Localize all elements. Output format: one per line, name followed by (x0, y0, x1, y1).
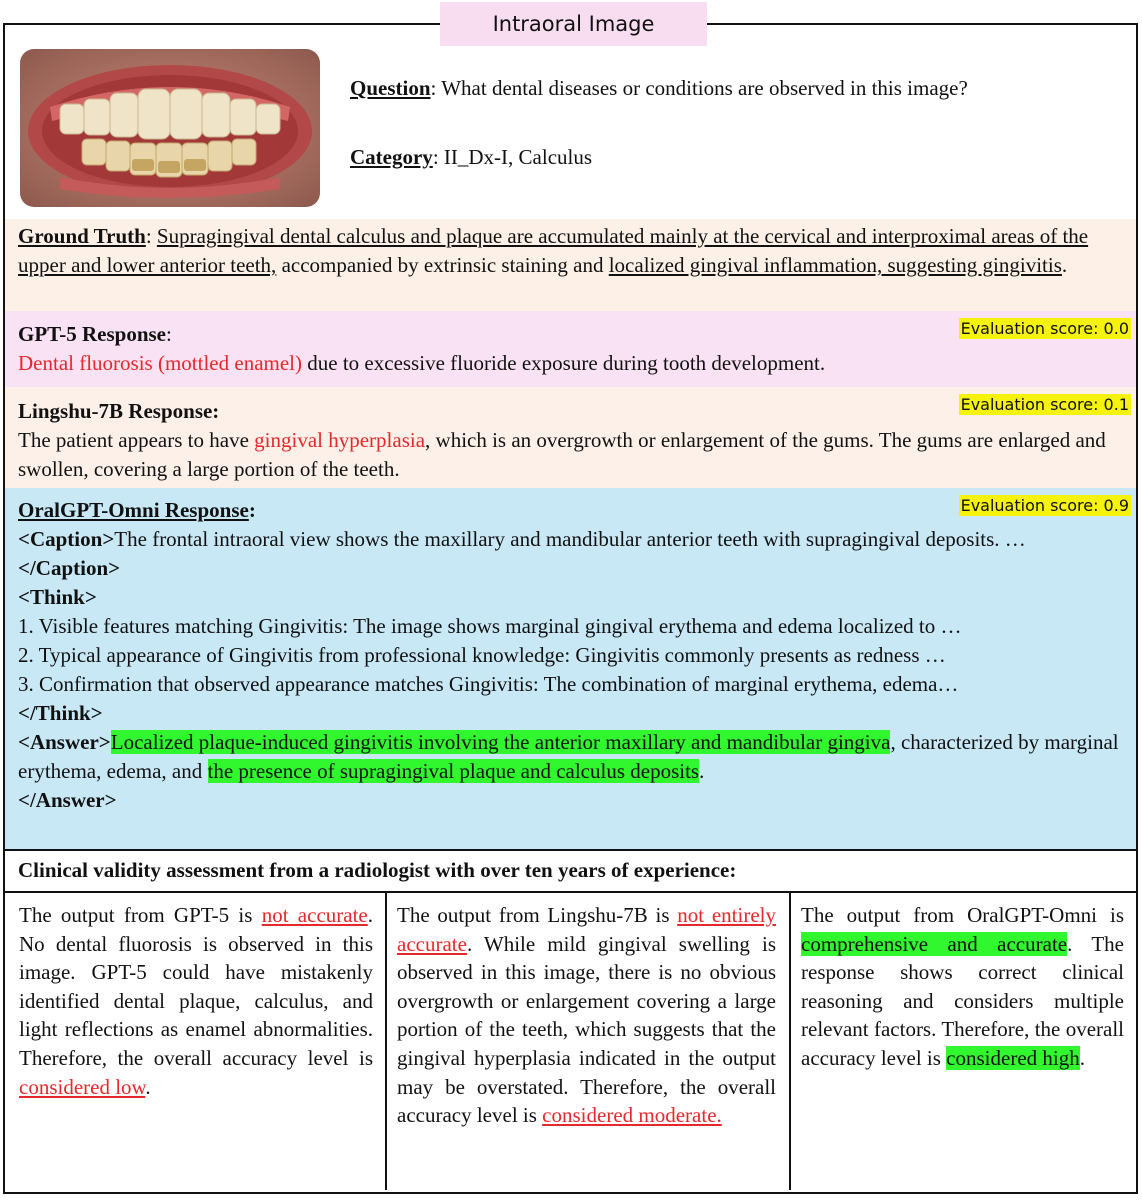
oralgpt-score-badge: Evaluation score: 0.9 (960, 496, 1129, 515)
oralgpt-label: OralGPT-Omni Response (18, 498, 249, 522)
assess2-a: The output from Lingshu-7B is (397, 903, 678, 927)
lingshu-rest-text: , which is an overgrowth or enlargement of the gums. The gums are enlarged and swollen, covering a large portion of the teeth. (18, 428, 1106, 481)
caption-text: The frontal intraoral view shows the maxillary and mandibular anterior teeth with supragingival deposits. … (114, 527, 1026, 551)
question-label: Question (350, 76, 431, 100)
assess1-a: The output from GPT-5 is (19, 903, 262, 927)
assessment-oralgpt (789, 893, 1136, 1190)
assess1-c: . No dental fluorosis is observed in this image. GPT-5 could have mistakenly identified dental plaque, calculus, and light reflections as enamel abnormalities. Therefore, the overall accuracy level is (19, 903, 373, 1070)
caption-open-tag: <Caption> (18, 527, 115, 551)
assess1-level: considered low (19, 1074, 146, 1099)
think-line: 2. Typical appearance of Gingivitis from professional knowledge: Gingivitis commonly presents as redness … (18, 643, 946, 667)
category-label: Category (350, 145, 433, 169)
assessment-lingshu (385, 893, 789, 1190)
answer-highlight-1: Localized plaque-induced gingivitis involving the anterior maxillary and mandibular gingiva (110, 730, 891, 754)
ground-truth-label: Ground Truth (18, 224, 146, 248)
assess3-level: considered high (946, 1045, 1080, 1070)
assess1-verdict: not accurate (261, 903, 368, 927)
ground-truth-part2: accompanied by extrinsic staining and (276, 253, 609, 277)
ground-truth-part3: localized gingival inflammation, suggesting gingivitis (608, 253, 1062, 277)
intraoral-photo (20, 49, 320, 207)
ground-truth-section (5, 219, 1136, 311)
think-line: 3. Confirmation that observed appearance matches Gingivitis: The combination of marginal erythema, edema… (18, 672, 959, 696)
answer-end-text: . (699, 759, 705, 783)
category-line (350, 145, 592, 170)
lingshu-label: Lingshu-7B Response: (18, 399, 220, 423)
gpt5-score-badge: Evaluation score: 0.0 (960, 319, 1129, 338)
answer-open-tag: <Answer> (18, 730, 111, 754)
think-open-tag: <Think> (18, 585, 97, 609)
think-line: 1. Visible features matching Gingivitis: The image shows marginal gingival erythema and edema localized to … (18, 614, 962, 638)
gpt5-rest-text: due to excessive fluoride exposure during tooth development. (302, 351, 826, 375)
answer-mid-text: , characterized by marginal erythema, edema, and (18, 730, 1119, 783)
answer-close-tag: </Answer> (18, 788, 117, 812)
gpt5-error-text: Dental fluorosis (mottled enamel) (18, 351, 303, 375)
ground-truth-part1: Supragingival dental calculus and plaque are accumulated mainly at the cervical and interproximal areas of the upper and lower anterior teeth, (18, 224, 1089, 277)
lingshu-score-badge: Evaluation score: 0.1 (960, 395, 1129, 414)
assessment-title: Clinical validity assessment from a radiologist with over ten years of experience: (5, 849, 1136, 893)
assess1-e: . (145, 1074, 151, 1099)
answer-highlight-2: the presence of supragingival plaque and calculus deposits (207, 759, 700, 783)
lingshu-error-text: gingival hyperplasia (254, 428, 426, 452)
lingshu-pre-text: The patient appears to have (18, 428, 255, 452)
gpt5-response-section (5, 311, 1136, 387)
assess2-verdict: not entirely accurate (397, 903, 776, 956)
think-close-tag: </Think> (18, 701, 103, 725)
ground-truth-sep: : (145, 224, 157, 248)
figure-title: Intraoral Image (440, 2, 707, 46)
question-line (350, 76, 968, 101)
assess3-c: . The response shows correct clinical reasoning and considers multiple relevant factors. Therefore, the overall accuracy level is (801, 931, 1124, 1070)
assess3-verdict: comprehensive and accurate (801, 931, 1068, 956)
gpt5-colon: : (166, 322, 172, 346)
oralgpt-response-section (5, 488, 1136, 849)
ground-truth-part4: . (1061, 253, 1068, 277)
lingshu-response-section (5, 387, 1136, 488)
assess3-a: The output from OralGPT-Omni is (801, 903, 1124, 927)
gpt5-label: GPT-5 Response (18, 322, 166, 346)
caption-close-tag: </Caption> (18, 556, 121, 580)
question-text: : What dental diseases or conditions are observed in this image? (430, 76, 968, 100)
category-text: : II_Dx-I, Calculus (432, 145, 593, 169)
oralgpt-colon: : (248, 498, 256, 522)
assessment-gpt5 (5, 893, 385, 1190)
assess2-level: considered moderate. (542, 1103, 722, 1128)
assess3-e: . (1079, 1045, 1085, 1070)
assess2-c: . While mild gingival swelling is observed in this image, there is no obvious overgrowth or enlargement covering a large portion of the teeth, which suggests that the gingival hyperplasia indicated in the output may be overstated. Therefore, the overall accuracy level is (397, 931, 776, 1128)
